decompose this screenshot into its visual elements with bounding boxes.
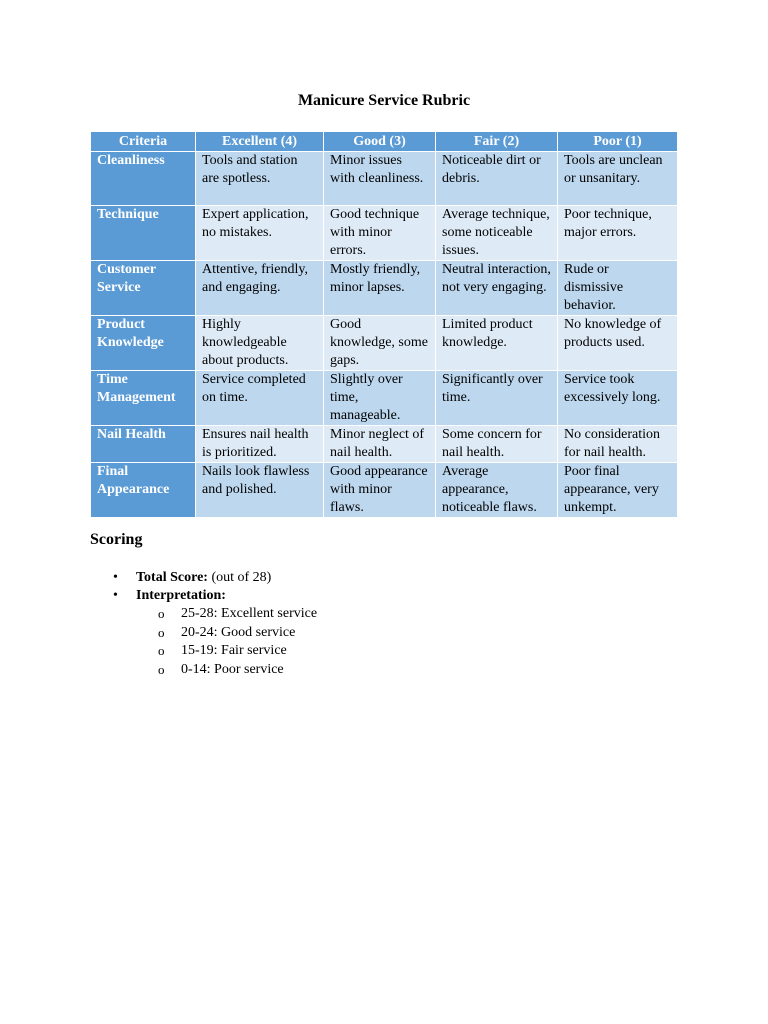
table-row	[91, 426, 678, 463]
table-cell: Highly knowledgeable about products.	[196, 316, 324, 371]
list-item: o 0-14: Poor service	[136, 661, 317, 680]
header-poor: Poor (1)	[558, 132, 678, 152]
table-cell: Service completed on time.	[196, 371, 324, 426]
table-cell: Good technique with minor errors.	[324, 206, 436, 261]
list-item: o 15-19: Fair service	[136, 642, 317, 661]
scoring-list	[90, 569, 317, 679]
table-cell: Poor final appearance, very unkempt.	[558, 463, 678, 518]
criteria-cell: Technique	[91, 206, 196, 261]
criteria-cell: Time Management	[91, 371, 196, 426]
table-cell: Nails look flawless and polished.	[196, 463, 324, 518]
table-cell: Expert application, no mistakes.	[196, 206, 324, 261]
table-cell: Rude or dismissive behavior.	[558, 261, 678, 316]
table-cell: Average appearance, noticeable flaws.	[436, 463, 558, 518]
page-title: Manicure Service Rubric	[297, 92, 471, 109]
criteria-cell: Nail Health	[91, 426, 196, 463]
criteria-cell: Final Appearance	[91, 463, 196, 518]
table-cell: Ensures nail health is prioritized.	[196, 426, 324, 463]
table-cell: Minor issues with cleanliness.	[324, 152, 436, 206]
interpretation-list	[136, 605, 317, 679]
list-item-total-score	[90, 569, 317, 587]
criteria-cell: Customer Service	[91, 261, 196, 316]
table-cell: Poor technique, major errors.	[558, 206, 678, 261]
table-cell: Good appearance with minor flaws.	[324, 463, 436, 518]
criteria-cell: Product Knowledge	[91, 316, 196, 371]
list-item: o 25-28: Excellent service	[136, 605, 317, 624]
table-cell: Neutral interaction, not very engaging.	[436, 261, 558, 316]
table-cell: Mostly friendly, minor lapses.	[324, 261, 436, 316]
header-criteria: Criteria	[91, 132, 196, 152]
table-row	[91, 371, 678, 426]
table-cell: Limited product knowledge.	[436, 316, 558, 371]
table-cell: Tools are unclean or unsanitary.	[558, 152, 678, 206]
header-fair: Fair (2)	[436, 132, 558, 152]
table-cell: Tools and station are spotless.	[196, 152, 324, 206]
table-cell: Noticeable dirt or debris.	[436, 152, 558, 206]
table-row	[91, 463, 678, 518]
table-row	[91, 152, 678, 206]
table-cell: Service took excessively long.	[558, 371, 678, 426]
table-cell: No knowledge of products used.	[558, 316, 678, 371]
list-item-interpretation	[90, 587, 317, 679]
table-cell: Minor neglect of nail health.	[324, 426, 436, 463]
table-row	[91, 261, 678, 316]
table-cell: Good knowledge, some gaps.	[324, 316, 436, 371]
table-row	[91, 316, 678, 371]
table-cell: Some concern for nail health.	[436, 426, 558, 463]
header-good: Good (3)	[324, 132, 436, 152]
interpretation-label: Interpretation:	[136, 588, 226, 603]
table-cell: Average technique, some noticeable issues.	[436, 206, 558, 261]
table-row	[91, 206, 678, 261]
header-excellent: Excellent (4)	[196, 132, 324, 152]
list-item: o 20-24: Good service	[136, 624, 317, 643]
total-score-label: Total Score:	[136, 570, 208, 585]
table-header-row	[91, 132, 678, 152]
scoring-heading: Scoring	[90, 531, 143, 548]
table-cell: No consideration for nail health.	[558, 426, 678, 463]
table-cell: Slightly over time, manageable.	[324, 371, 436, 426]
total-score-text: (out of 28)	[207, 570, 272, 585]
rubric-table	[90, 131, 678, 518]
table-cell: Attentive, friendly, and engaging.	[196, 261, 324, 316]
criteria-cell: Cleanliness	[91, 152, 196, 206]
table-cell: Significantly over time.	[436, 371, 558, 426]
